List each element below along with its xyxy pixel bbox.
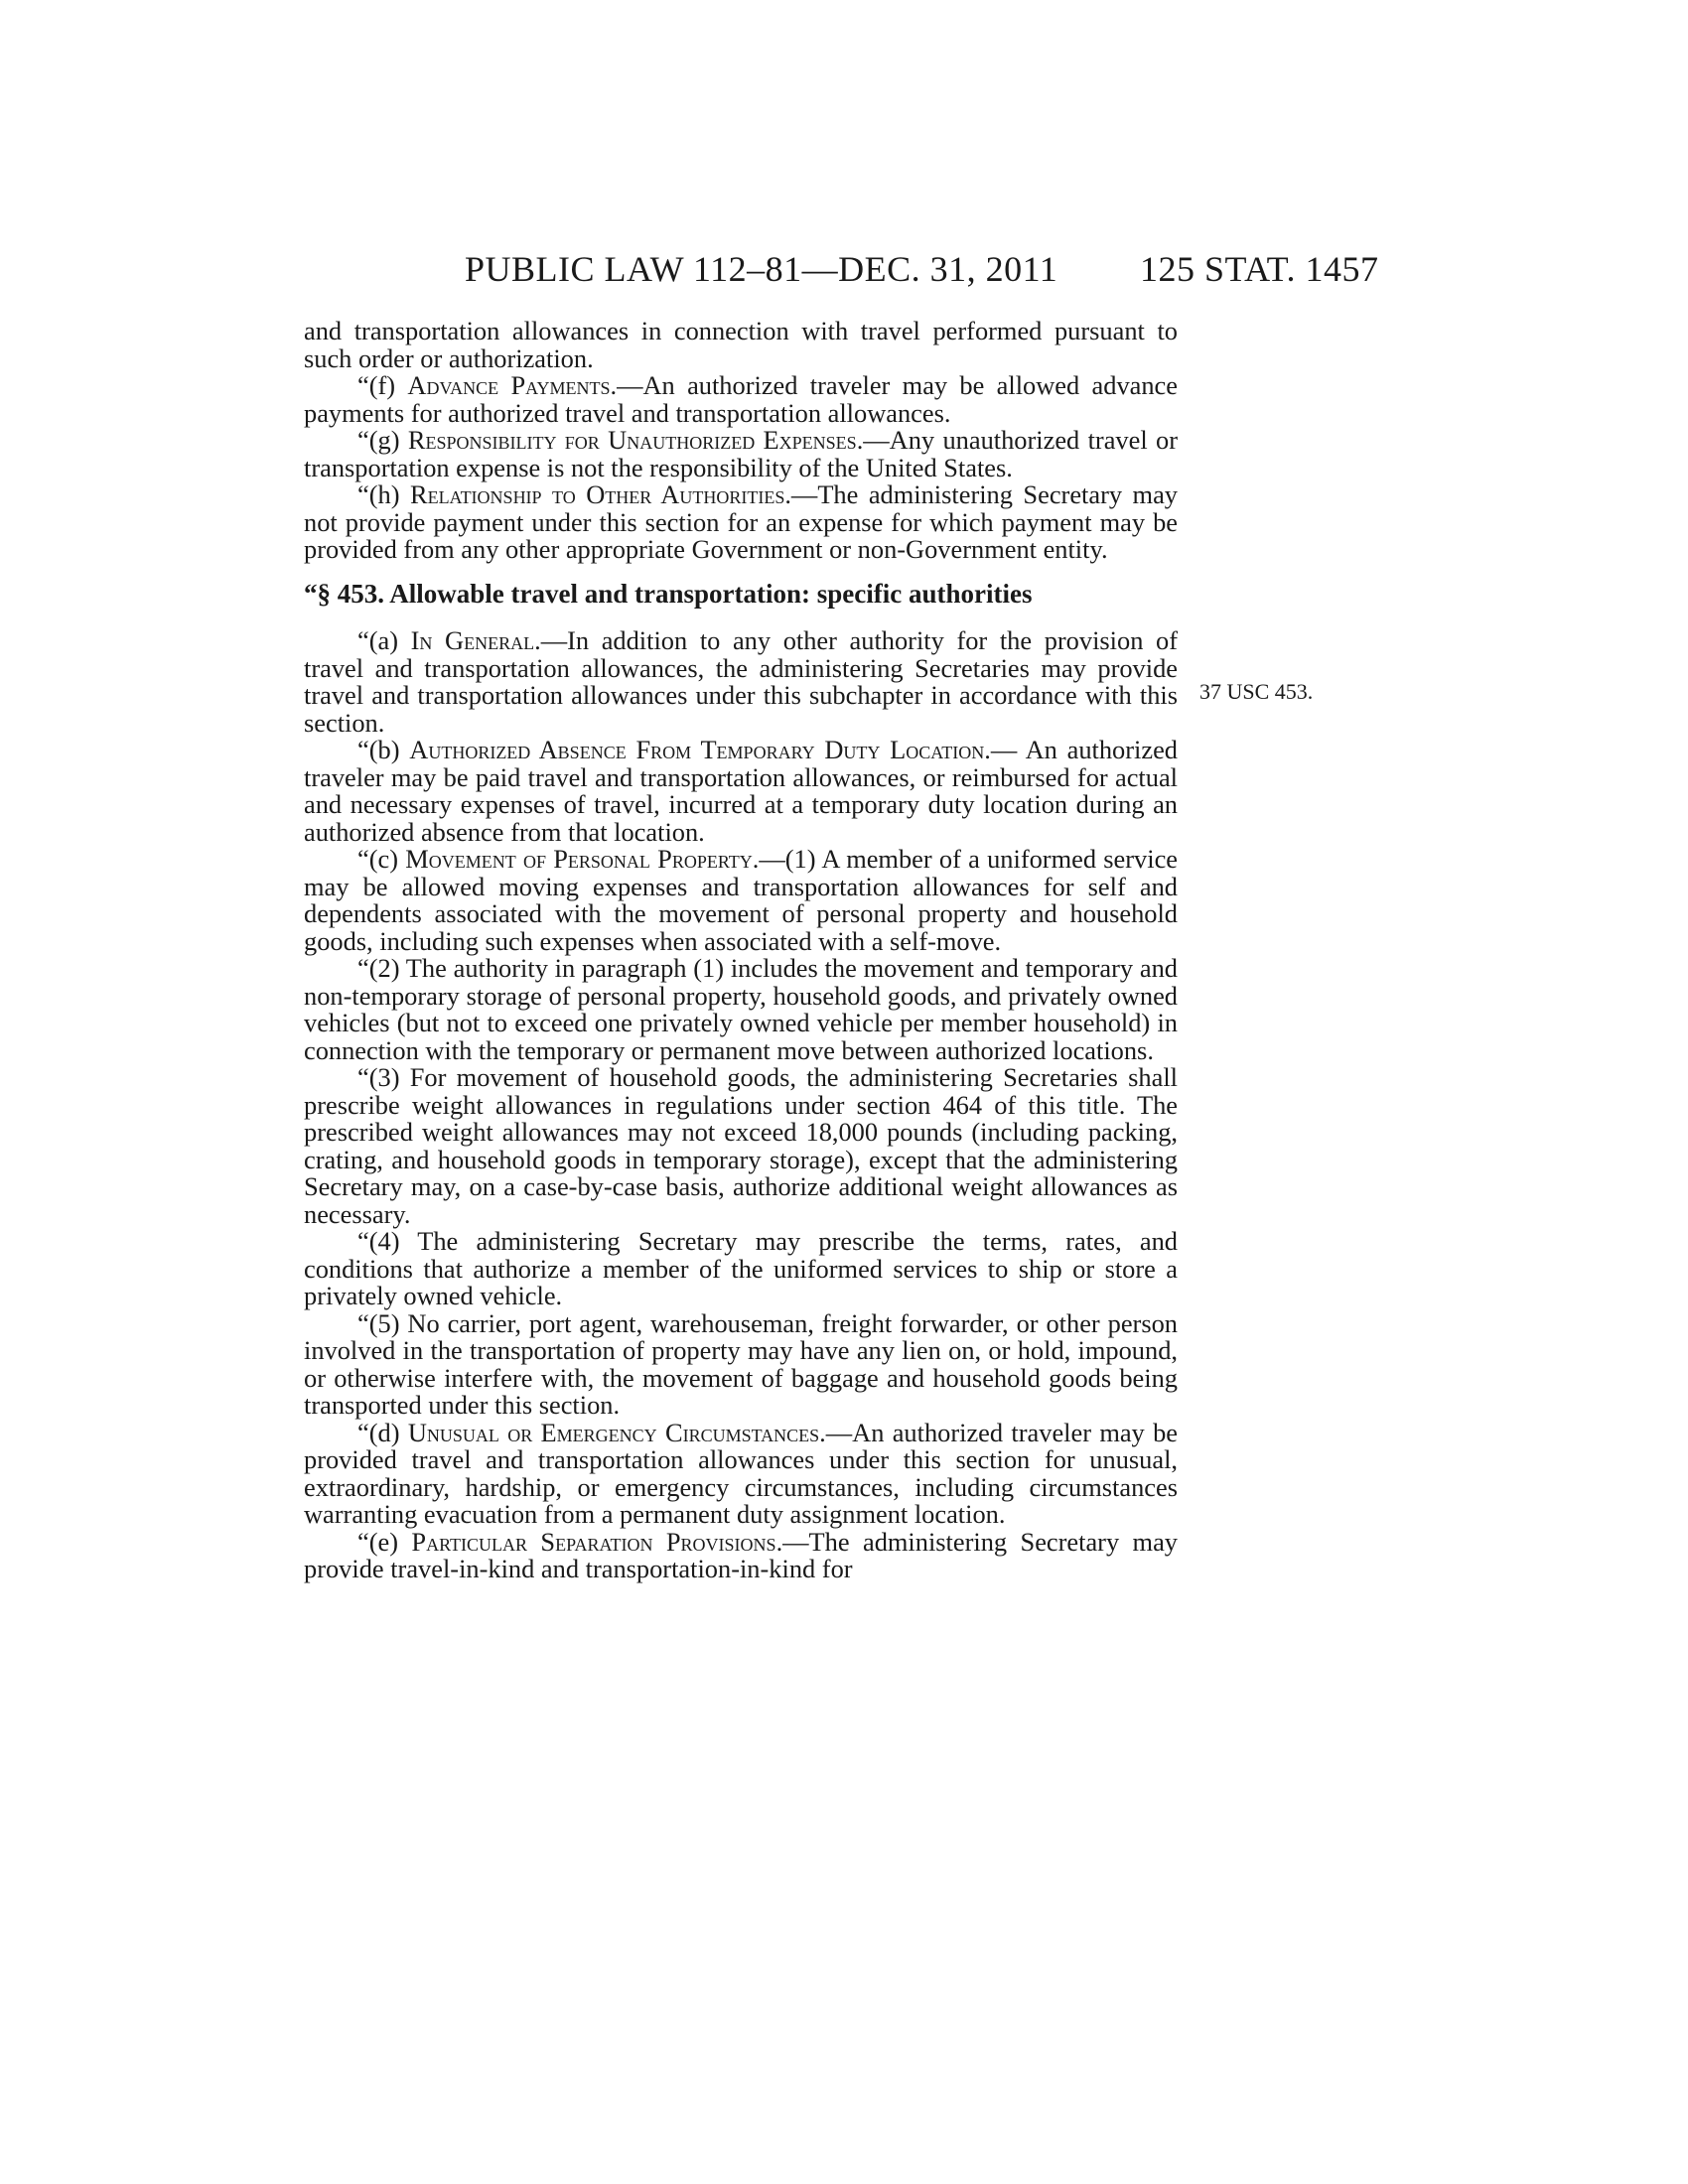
paragraph-c3: [304, 1064, 1178, 1228]
subsection-heading: Unusual or Emergency Circumstances: [407, 1417, 820, 1447]
subsection-prefix: “(h): [357, 479, 410, 509]
subsection-text: .—The administering Secretary may provide travel-in-kind and transportation-in-kind for: [304, 1526, 1178, 1583]
subsection-text: .—The administering Secretary may not provide payment under this section for an expense for which payment may be provided from any other appropriate Government or non-Government entity.: [304, 479, 1178, 564]
paragraph-c4: [304, 1228, 1178, 1310]
paragraph-c2: [304, 955, 1178, 1064]
subsection-prefix: “(e): [357, 1526, 412, 1557]
subsection-text: .—In addition to any other authority for the provision of travel and transportation allowances, the administering Secretaries may provide travel and transportation allowances under this subchapter in accordance with this section.: [304, 625, 1178, 738]
section-453-heading: “§ 453. Allowable travel and transportation: specific authorities: [304, 578, 1033, 609]
subsection-f: [304, 372, 1178, 427]
statute-body: [304, 318, 1178, 1583]
subsection-prefix: “(d): [357, 1417, 408, 1447]
subsection-heading: Authorized Absence From Temporary Duty Location: [409, 735, 985, 764]
subsection-c: [304, 846, 1178, 955]
subsection-text: .—Any unauthorized travel or transportation expense is not the responsibility of the United States.: [304, 425, 1178, 482]
subsection-text: .—An authorized traveler may be provided travel and transportation allowances under this section for unusual, extraordinary, hardship, or emergency circumstances, including circumstances warranting evacuation from a permanent duty assignment location.: [304, 1417, 1178, 1529]
subsection-b: [304, 737, 1178, 846]
continued-paragraph: [304, 318, 1178, 372]
subsection-prefix: “(g): [357, 425, 408, 455]
paragraph-c5: [304, 1307, 1178, 1420]
subsection-e: [304, 1526, 1178, 1583]
subsection-text: .—(1) A member of a uniformed service may be allowed moving expenses and transportation allowances for self and dependents associated with the movement of personal property and household goods, including such expenses when associated with a self-move.: [304, 844, 1179, 956]
running-header-title: PUBLIC LAW 112–81—DEC. 31, 2011: [465, 249, 1058, 289]
subsection-heading: Relationship to Other Authorities: [409, 479, 785, 509]
subsection-prefix: “(f): [357, 370, 408, 400]
subsection-heading: Advance Payments: [407, 370, 611, 400]
subsection-prefix: “(c): [357, 844, 406, 874]
subsection-text: .—An authorized traveler may be allowed advance payments for authorized travel and transportation allowances.: [304, 370, 1178, 428]
subsection-a: [304, 627, 1178, 737]
subsection-prefix: “(a): [357, 625, 411, 655]
paragraph-text: “(2) The authority in paragraph (1) includes the movement and temporary and non-temporary storage of personal property, household goods, and privately owned vehicles (but not to exceed one privately owned vehicle per member household) in connection with the temporary or permanent move between authorized locations.: [304, 953, 1178, 1065]
paragraph-text: “(3) For movement of household goods, the administering Secretaries shall prescribe weight allowances in regulations under section 464 of this title. The prescribed weight allowances may not exceed 18,000 pounds (including packing, crating, and household goods in temporary storage), except that the administering Secretary may, on a case-by-case basis, authorize additional weight allowances as necessary.: [304, 1062, 1178, 1229]
subsection-g: [304, 427, 1178, 481]
subsection-prefix: “(b): [357, 735, 410, 764]
margin-citation: 37 USC 453.: [1199, 679, 1314, 704]
subsection-heading: Movement of Personal Property: [405, 844, 753, 874]
subsection-heading: Responsibility for Unauthorized Expenses: [407, 425, 857, 455]
paragraph-text: and transportation allowances in connection with travel performed pursuant to such order or authorization.: [304, 316, 1178, 373]
subsection-d: [304, 1417, 1178, 1529]
paragraph-text: “(5) No carrier, port agent, warehouseman, freight forwarder, or other person involved in the transportation of property may have any lien on, or hold, impound, or otherwise interfere with, the movement of baggage and household goods being transported under this section.: [304, 1307, 1178, 1420]
subsection-heading: In General: [410, 625, 535, 655]
subsection-h: [304, 481, 1178, 564]
paragraph-text: “(4) The administering Secretary may prescribe the terms, rates, and conditions that authorize a member of the uniformed services to ship or store a privately owned vehicle.: [304, 1226, 1178, 1310]
subsection-text: .— An authorized traveler may be paid travel and transportation allowances, or reimbursed for actual and necessary expenses of travel, incurred at a temporary duty location during an authorized absence from that location.: [304, 735, 1178, 847]
running-header-page-number: 125 STAT. 1457: [1140, 249, 1379, 289]
subsection-heading: Particular Separation Provisions: [411, 1526, 776, 1557]
